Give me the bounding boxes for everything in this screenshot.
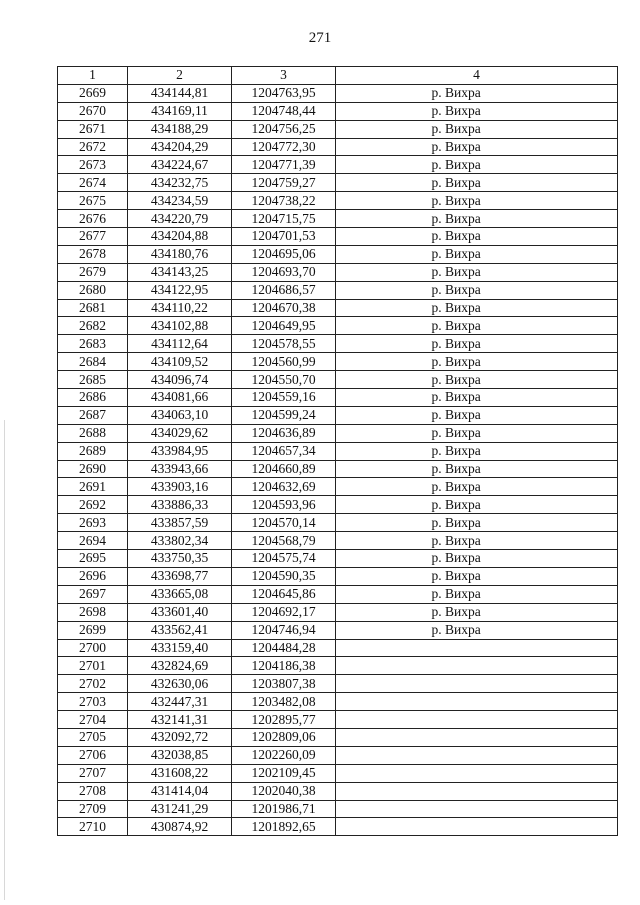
table-row xyxy=(58,711,618,729)
table-row xyxy=(58,299,618,317)
table-cell-col-3: 1204590,35 xyxy=(232,567,336,585)
table-row xyxy=(58,800,618,818)
table-row xyxy=(58,764,618,782)
river-name: р. Вихра xyxy=(431,121,481,137)
river-name: р. Вихра xyxy=(431,264,481,280)
table-row xyxy=(58,102,618,120)
table-cell-col-2: 434143,25 xyxy=(128,263,232,281)
table-cell-col-1: 2679 xyxy=(58,263,128,281)
table-cell-col-4 xyxy=(336,532,618,550)
table-cell-col-4 xyxy=(336,156,618,174)
table-cell-col-1: 2708 xyxy=(58,782,128,800)
table-row xyxy=(58,818,618,836)
table-row xyxy=(58,210,618,228)
table-cell-col-4 xyxy=(336,406,618,424)
table-cell-col-1: 2704 xyxy=(58,711,128,729)
table-row xyxy=(58,567,618,585)
table-row xyxy=(58,120,618,138)
table-cell-col-3: 1204771,39 xyxy=(232,156,336,174)
table-cell-col-1: 2702 xyxy=(58,675,128,693)
river-name: р. Вихра xyxy=(431,586,481,602)
table-cell-col-2: 432141,31 xyxy=(128,711,232,729)
river-name: р. Вихра xyxy=(431,443,481,459)
table-cell-col-3: 1204746,94 xyxy=(232,621,336,639)
table-cell-col-1: 2698 xyxy=(58,603,128,621)
table-cell-col-4 xyxy=(336,84,618,102)
table-cell-col-3: 1204578,55 xyxy=(232,335,336,353)
table-row xyxy=(58,746,618,764)
table-cell-col-4 xyxy=(336,657,618,675)
table-cell-col-1: 2701 xyxy=(58,657,128,675)
table-cell-col-1: 2670 xyxy=(58,102,128,120)
table-cell-col-4 xyxy=(336,639,618,657)
table-cell-col-2: 434029,62 xyxy=(128,424,232,442)
table-cell-col-2: 433698,77 xyxy=(128,567,232,585)
table-cell-col-2: 434109,52 xyxy=(128,353,232,371)
table-cell-col-4 xyxy=(336,138,618,156)
page-number: 271 xyxy=(308,30,332,46)
table-cell-col-2: 431608,22 xyxy=(128,764,232,782)
table-row xyxy=(58,406,618,424)
table-cell-col-4 xyxy=(336,711,618,729)
table-cell-col-2: 432447,31 xyxy=(128,693,232,711)
table-cell-col-4 xyxy=(336,550,618,568)
river-name: р. Вихра xyxy=(431,389,481,405)
river-name: р. Вихра xyxy=(431,174,481,190)
table-cell-col-3: 1203482,08 xyxy=(232,693,336,711)
table-cell-col-1: 2680 xyxy=(58,281,128,299)
table-cell-col-2: 434204,88 xyxy=(128,228,232,246)
table-cell-col-2: 434102,88 xyxy=(128,317,232,335)
table-cell-col-4 xyxy=(336,299,618,317)
table-cell-col-3: 1204759,27 xyxy=(232,174,336,192)
table-cell-col-4 xyxy=(336,389,618,407)
table-cell-col-1: 2677 xyxy=(58,228,128,246)
river-name: р. Вихра xyxy=(431,496,481,512)
river-name: р. Вихра xyxy=(431,532,481,548)
river-name: р. Вихра xyxy=(431,371,481,387)
table-cell-col-1: 2682 xyxy=(58,317,128,335)
table-row xyxy=(58,675,618,693)
table-cell-col-2: 434188,29 xyxy=(128,120,232,138)
table-cell-col-3: 1204657,34 xyxy=(232,442,336,460)
table-cell-col-4 xyxy=(336,782,618,800)
table-cell-col-1: 2669 xyxy=(58,84,128,102)
table-row xyxy=(58,228,618,246)
table-cell-col-2: 432630,06 xyxy=(128,675,232,693)
table-cell-col-3: 1204599,24 xyxy=(232,406,336,424)
table-cell-col-3: 1202109,45 xyxy=(232,764,336,782)
table-row xyxy=(58,478,618,496)
table-cell-col-3: 1201892,65 xyxy=(232,818,336,836)
table-row xyxy=(58,603,618,621)
table-cell-col-2: 433903,16 xyxy=(128,478,232,496)
table-row xyxy=(58,84,618,102)
river-name: р. Вихра xyxy=(431,461,481,477)
table-cell-col-1: 2672 xyxy=(58,138,128,156)
table-cell-col-2: 431414,04 xyxy=(128,782,232,800)
table-cell-col-2: 431241,29 xyxy=(128,800,232,818)
table-cell-col-1: 2686 xyxy=(58,389,128,407)
table-cell-col-3: 1204645,86 xyxy=(232,585,336,603)
table-cell-col-2: 433984,95 xyxy=(128,442,232,460)
table-cell-col-3: 1204559,16 xyxy=(232,389,336,407)
table-cell-col-2: 434180,76 xyxy=(128,245,232,263)
table-cell-col-3: 1202260,09 xyxy=(232,746,336,764)
table-row xyxy=(58,585,618,603)
table-cell-col-2: 432038,85 xyxy=(128,746,232,764)
table-row xyxy=(58,496,618,514)
table-cell-col-1: 2709 xyxy=(58,800,128,818)
table-row xyxy=(58,782,618,800)
river-name: р. Вихра xyxy=(431,514,481,530)
table-cell-col-2: 434122,95 xyxy=(128,281,232,299)
table-cell-col-2: 434204,29 xyxy=(128,138,232,156)
table-row xyxy=(58,442,618,460)
table-cell-col-3: 1204632,69 xyxy=(232,478,336,496)
table-cell-col-1: 2675 xyxy=(58,192,128,210)
table-cell-col-3: 1204695,06 xyxy=(232,245,336,263)
table-cell-col-2: 433802,34 xyxy=(128,532,232,550)
table-cell-col-4 xyxy=(336,764,618,782)
table-row xyxy=(58,550,618,568)
table-cell-col-4 xyxy=(336,603,618,621)
table-cell-col-1: 2703 xyxy=(58,693,128,711)
table-cell-col-2: 432092,72 xyxy=(128,728,232,746)
table-row xyxy=(58,460,618,478)
table-cell-col-3: 1204568,79 xyxy=(232,532,336,550)
river-name: р. Вихра xyxy=(431,246,481,262)
river-name: р. Вихра xyxy=(431,622,481,638)
scan-artifact-line xyxy=(4,420,5,900)
river-name: р. Вихра xyxy=(431,192,481,208)
river-name: р. Вихра xyxy=(431,407,481,423)
table-row xyxy=(58,245,618,263)
table-cell-col-4 xyxy=(336,514,618,532)
table-cell-col-1: 2710 xyxy=(58,818,128,836)
table-cell-col-4 xyxy=(336,567,618,585)
table-cell-col-1: 2700 xyxy=(58,639,128,657)
table-cell-col-4 xyxy=(336,496,618,514)
river-name: р. Вихра xyxy=(431,139,481,154)
river-name: р. Вихра xyxy=(431,156,481,172)
river-name: р. Вихра xyxy=(431,478,481,494)
river-name: р. Вихра xyxy=(431,228,481,244)
table-cell-col-3: 1204560,99 xyxy=(232,353,336,371)
table-row xyxy=(58,532,618,550)
table-cell-col-3: 1204686,57 xyxy=(232,281,336,299)
table-cell-col-1: 2687 xyxy=(58,406,128,424)
table-cell-col-3: 1204550,70 xyxy=(232,371,336,389)
coordinates-table xyxy=(57,66,618,836)
table-cell-col-1: 2699 xyxy=(58,621,128,639)
river-name: р. Вихра xyxy=(431,210,481,226)
table-row xyxy=(58,317,618,335)
table-row xyxy=(58,728,618,746)
table-cell-col-4 xyxy=(336,585,618,603)
table-cell-col-4 xyxy=(336,210,618,228)
river-name: р. Вихра xyxy=(431,317,481,333)
column-header-4: 4 xyxy=(336,67,618,85)
table-cell-col-1: 2694 xyxy=(58,532,128,550)
table-cell-col-4 xyxy=(336,353,618,371)
river-name: р. Вихра xyxy=(431,282,481,298)
table-cell-col-4 xyxy=(336,317,618,335)
table-cell-col-2: 434063,10 xyxy=(128,406,232,424)
table-row xyxy=(58,192,618,210)
table-cell-col-4 xyxy=(336,675,618,693)
table-cell-col-4 xyxy=(336,478,618,496)
table-cell-col-1: 2681 xyxy=(58,299,128,317)
table-row xyxy=(58,389,618,407)
table-cell-col-1: 2673 xyxy=(58,156,128,174)
table-header-row xyxy=(58,67,618,85)
table-cell-col-1: 2671 xyxy=(58,120,128,138)
table-row xyxy=(58,353,618,371)
table-cell-col-2: 434144,81 xyxy=(128,84,232,102)
table-cell-col-2: 433943,66 xyxy=(128,460,232,478)
table-cell-col-1: 2695 xyxy=(58,550,128,568)
river-name: р. Вихра xyxy=(431,85,481,101)
table-cell-col-2: 434232,75 xyxy=(128,174,232,192)
table-cell-col-2: 433886,33 xyxy=(128,496,232,514)
table-cell-col-2: 433665,08 xyxy=(128,585,232,603)
river-name: р. Вихра xyxy=(431,425,481,441)
table-row xyxy=(58,693,618,711)
river-name: р. Вихра xyxy=(431,103,481,119)
table-cell-col-3: 1204756,25 xyxy=(232,120,336,138)
table-cell-col-2: 433159,40 xyxy=(128,639,232,657)
table-cell-col-3: 1202040,38 xyxy=(232,782,336,800)
table-cell-col-4 xyxy=(336,746,618,764)
table-cell-col-3: 1202809,06 xyxy=(232,728,336,746)
river-name: р. Вихра xyxy=(431,300,481,316)
table-cell-col-1: 2678 xyxy=(58,245,128,263)
table-cell-col-2: 433562,41 xyxy=(128,621,232,639)
table-cell-col-4 xyxy=(336,728,618,746)
table-cell-col-2: 434169,11 xyxy=(128,102,232,120)
table-cell-col-2: 434110,22 xyxy=(128,299,232,317)
table-cell-col-4 xyxy=(336,174,618,192)
table-cell-col-3: 1204649,95 xyxy=(232,317,336,335)
table-cell-col-2: 434234,59 xyxy=(128,192,232,210)
table-cell-col-3: 1204593,96 xyxy=(232,496,336,514)
table-row xyxy=(58,138,618,156)
column-header-2: 2 xyxy=(128,67,232,85)
table-row xyxy=(58,371,618,389)
table-cell-col-4 xyxy=(336,120,618,138)
table-cell-col-2: 434112,64 xyxy=(128,335,232,353)
table-cell-col-1: 2705 xyxy=(58,728,128,746)
table-cell-col-4 xyxy=(336,800,618,818)
table-row xyxy=(58,263,618,281)
table-cell-col-1: 2690 xyxy=(58,460,128,478)
table-cell-col-1: 2707 xyxy=(58,764,128,782)
table-cell-col-2: 433750,35 xyxy=(128,550,232,568)
river-name: р. Вихра xyxy=(431,335,481,351)
table-cell-col-1: 2696 xyxy=(58,567,128,585)
table-cell-col-4 xyxy=(336,192,618,210)
table-cell-col-2: 430874,92 xyxy=(128,818,232,836)
table-cell-col-3: 1204570,14 xyxy=(232,514,336,532)
table-cell-col-3: 1204636,89 xyxy=(232,424,336,442)
table-cell-col-1: 2676 xyxy=(58,210,128,228)
table-cell-col-4 xyxy=(336,460,618,478)
table-cell-col-3: 1204692,17 xyxy=(232,603,336,621)
table-cell-col-3: 1204763,95 xyxy=(232,84,336,102)
table-row xyxy=(58,156,618,174)
table-cell-col-3: 1204660,89 xyxy=(232,460,336,478)
table-cell-col-1: 2689 xyxy=(58,442,128,460)
table-cell-col-3: 1203807,38 xyxy=(232,675,336,693)
table-cell-col-4 xyxy=(336,102,618,120)
table-cell-col-3: 1204715,75 xyxy=(232,210,336,228)
table-cell-col-4 xyxy=(336,263,618,281)
table-cell-col-3: 1204484,28 xyxy=(232,639,336,657)
table-cell-col-4 xyxy=(336,245,618,263)
table-cell-col-4 xyxy=(336,424,618,442)
river-name: р. Вихра xyxy=(431,604,481,620)
table-cell-col-3: 1204693,70 xyxy=(232,263,336,281)
table-row xyxy=(58,281,618,299)
column-header-1: 1 xyxy=(58,67,128,85)
river-name: р. Вихра xyxy=(431,353,481,369)
table-cell-col-4 xyxy=(336,281,618,299)
table-cell-col-3: 1204748,44 xyxy=(232,102,336,120)
table-cell-col-1: 2691 xyxy=(58,478,128,496)
table-cell-col-2: 434220,79 xyxy=(128,210,232,228)
table-cell-col-2: 432824,69 xyxy=(128,657,232,675)
table-cell-col-2: 434096,74 xyxy=(128,371,232,389)
table-row xyxy=(58,335,618,353)
table-cell-col-2: 433601,40 xyxy=(128,603,232,621)
table-row xyxy=(58,514,618,532)
table-cell-col-3: 1204701,53 xyxy=(232,228,336,246)
table-row xyxy=(58,174,618,192)
table-cell-col-1: 2697 xyxy=(58,585,128,603)
table-cell-col-4 xyxy=(336,818,618,836)
table-cell-col-4 xyxy=(336,371,618,389)
table-cell-col-1: 2688 xyxy=(58,424,128,442)
table-cell-col-1: 2685 xyxy=(58,371,128,389)
table-cell-col-3: 1202895,77 xyxy=(232,711,336,729)
table-cell-col-4 xyxy=(336,442,618,460)
table-cell-col-1: 2674 xyxy=(58,174,128,192)
table-cell-col-3: 1204186,38 xyxy=(232,657,336,675)
table-cell-col-2: 433857,59 xyxy=(128,514,232,532)
table-cell-col-1: 2692 xyxy=(58,496,128,514)
table-row xyxy=(58,424,618,442)
table-body xyxy=(58,84,618,835)
table-cell-col-3: 1204738,22 xyxy=(232,192,336,210)
table-cell-col-3: 1204772,30 xyxy=(232,138,336,156)
river-name: р. Вихра xyxy=(431,550,481,566)
column-header-3: 3 xyxy=(232,67,336,85)
table-cell-col-4 xyxy=(336,693,618,711)
table-cell-col-4 xyxy=(336,621,618,639)
table-cell-col-2: 434081,66 xyxy=(128,389,232,407)
table-cell-col-1: 2683 xyxy=(58,335,128,353)
table-cell-col-1: 2684 xyxy=(58,353,128,371)
table-cell-col-2: 434224,67 xyxy=(128,156,232,174)
table-cell-col-4 xyxy=(336,228,618,246)
table-cell-col-3: 1204575,74 xyxy=(232,550,336,568)
river-name: р. Вихра xyxy=(431,568,481,584)
table-cell-col-3: 1201986,71 xyxy=(232,800,336,818)
table-cell-col-4 xyxy=(336,335,618,353)
table-row xyxy=(58,657,618,675)
table-cell-col-1: 2693 xyxy=(58,514,128,532)
table-cell-col-1: 2706 xyxy=(58,746,128,764)
table-row xyxy=(58,621,618,639)
table-row xyxy=(58,639,618,657)
table-cell-col-3: 1204670,38 xyxy=(232,299,336,317)
